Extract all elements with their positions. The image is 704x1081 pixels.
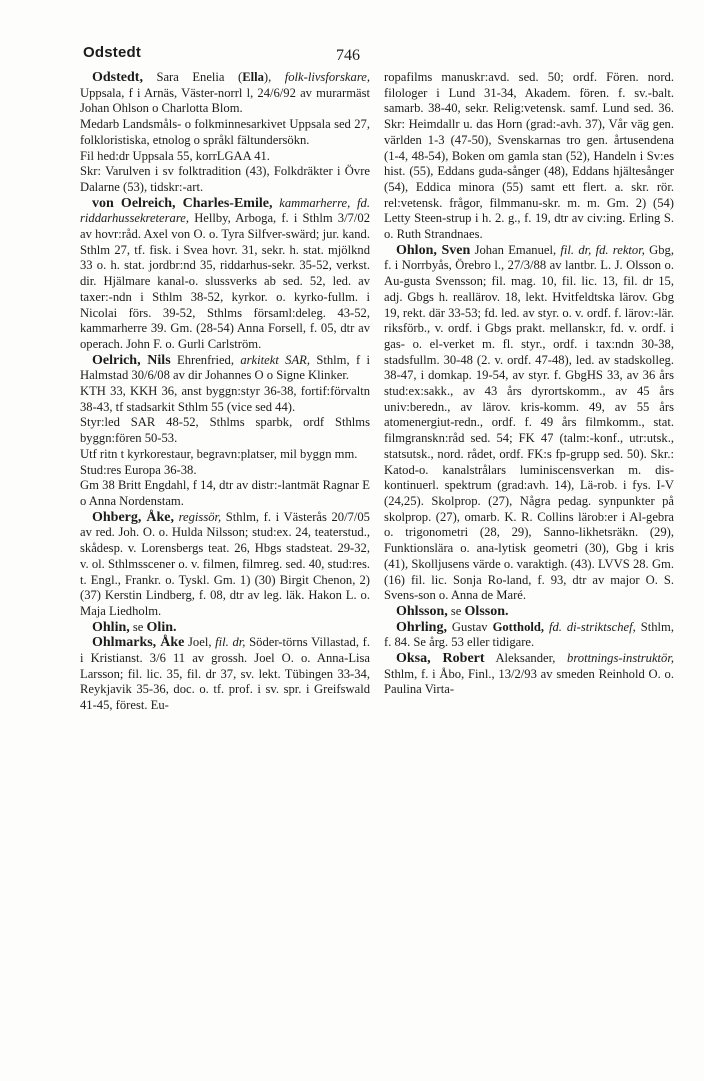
entry-ohrling-text: Sthlm, f. 84. Se årg. 53 eller tidigare. bbox=[384, 619, 674, 650]
entry-oelrich-line-5: Gm 38 Britt Engdahl, f 14, dtr av distr:-lantmät Ragnar E o Anna Nordenstam. bbox=[80, 478, 370, 508]
xref-ohlsson-text: se bbox=[447, 603, 465, 618]
entry-ohlon-title: fil. dr, fd. rektor, bbox=[560, 242, 645, 257]
entry-oelreich bbox=[80, 196, 370, 353]
entry-ohlon-surname: Ohlon, Sven bbox=[396, 242, 471, 258]
entry-ohberg-given: Åke, bbox=[141, 509, 174, 525]
entry-oelrich-line-1: KTH 33, KKH 36, anst byggn:styr 36-38, fortif:förvaltn 38-43, tf stadsarkit Sthlm 55 (vice sed 44). bbox=[80, 384, 370, 414]
entry-oksa-surname: Oksa, Robert bbox=[396, 651, 485, 667]
entry-ohberg bbox=[80, 510, 370, 620]
entry-ohlmarks bbox=[80, 635, 370, 714]
right-column bbox=[384, 70, 674, 698]
entry-odstedt-line-1: Medarb Landsmåls- o folkminnesarkivet Uppsala sed 27, folkloristiska, etnolog o språkl fältundersökn. bbox=[80, 117, 370, 147]
entry-oelrich-line-3: Utf ritn t kyrkorestaur, begravn:platser, mil byggn mm. bbox=[80, 446, 358, 461]
xref-ohlin-target: Olin. bbox=[146, 619, 177, 635]
entry-odstedt-title: folk-livsforskare, bbox=[284, 70, 370, 84]
xref-ohlin-text: se bbox=[129, 619, 147, 634]
entry-odstedt-call-name: Ella bbox=[242, 70, 264, 84]
xref-ohlin-surname: Ohlin, bbox=[92, 619, 130, 635]
entry-ohlon-text: Gbg, f. i Norrbyås, Örebro l., 27/3/88 av lantbr. L. J. Olsson o. Au-gusta Svensson; fil. mag. 10, fil. lic. 13, fil. dr 15, adj. Gbgs h. reallärov. 18, lekt. Hvitfeldtska lärov. Gbg 19, rekt. där 33-53; fd. led. av styr. o. v. ordf. f. lärov:-lär. riksförb., v. ordf. i Gbgs prakt. mellansk:r, fd. v. ordf. i gas- o. el-verket m. fl. styr., ordf. i tax:ndn 30-38, stadsfullm. 30-48 (2. v. ordf. 47-48), led. av stadskolleg. 38-47, i domkap. 19-54, av styr. f. GbgHS 33, av 36 års stud:ex:sakk., av 43 års dyrortskomm., av 45 års univ:beredn., av lärov. kris-komm. 49, av 55 års atomenergiut-redn., ordf. f. 49 års filmkomm., stat. filmgranskn:råd sed. 54; FK 47 (talm:-konf., utr:utsk., statsutsk., nord. rådet, ordf. FK:s fp-grupp sed. 50). Skr.: Katod-o. kanalstrålars luminiscensverkan m. dis-kontinuerl. spektrum (grad:avh. 14), Lä-rob. i fys. I-V (24,25). Skolprop. (27), Några pedag. synpunkter på skolprop. (27), omarb. K. R. Collins lärob:er i Al-gebra o. trigonometri (28, 29), Sanno-likhetsräkn. (29), Funktionslära o. ana-lytisk geometri (30), Gbg i kris (41), Skolljusens värde o. varaktigh. (43). LVVS 28. Gm. (16) fil. lic. Sonja Ro-land, f. 93, dtr av major O. S. Svens-son o. Anna de Maré. bbox=[384, 242, 674, 603]
entry-odstedt-line-2: Fil hed:dr Uppsala 55, korrLGAA 41. bbox=[80, 148, 270, 163]
entry-ohrling-surname: Ohrling, bbox=[396, 619, 447, 635]
entry-ohlmarks-surname: Ohlmarks, bbox=[92, 635, 157, 651]
xref-ohlsson bbox=[384, 604, 674, 620]
entry-oelrich bbox=[80, 353, 370, 384]
entry-oelrich-title: arkitekt SAR, bbox=[240, 352, 311, 367]
running-head: Odstedt bbox=[83, 44, 142, 61]
entry-oksa-text: Sthlm, f. i Åbo, Finl., 13/2/93 av smeden Reinhold O. o. Paulina Virta- bbox=[384, 666, 674, 697]
left-column bbox=[80, 70, 370, 714]
entry-ohlmarks-text: Söder-törns Villastad, f. i Kristianst. 3/6 11 av grossh. Joel O. o. Anna-Lisa Larsson; fil. lic. 35, fil. dr 37, sv. lekt. Tübingen 33-34, Reykjavik 35-36, doc. o. tf. prof. i sv. spr. i Greifswald 41-45, förest. Eu- bbox=[80, 635, 370, 713]
entry-odstedt-given: Sara Enelia ( bbox=[142, 70, 243, 84]
entry-oelrich-line-2: Styr:led SAR 48-52, Sthlms sparbk, ordf Sthlms byggn:fören 50-53. bbox=[80, 415, 370, 446]
entry-oelreich-text: Hellby, Arboga, f. i Sthlm 3/7/02 av hovr:råd. Axel von O. o. Tyra Silfver-swärd; jur. kand. Sthlm 27, tf. fisk. i Svea hovr. 31, sekr. h. stat. mjölknd 33 o. h. stat. jordbr:nd 35, riddarhus-sekr. 35-52, verkst. dir. Hjälmare kanal-o. slussverks ab sed. 52, led. av taxer:-ndn i Sthlm 38-52, kyrkor. o. kyrko-fullm. i Nicolai förs. 39-52, Sthlms församl:deleg. 43-52, kammarherre 39. Gm. (28-54) Anna Forsell, f. 05, dtr av operach. John F. o. Gurli Carlström. bbox=[80, 211, 370, 351]
page-number: 746 bbox=[336, 47, 360, 64]
entry-oelreich-surname: von Oelreich, Charles-Emile, bbox=[92, 195, 273, 211]
xref-ohlsson-surname: Ohlsson, bbox=[396, 603, 448, 619]
entry-odstedt-given-post: ), bbox=[263, 70, 285, 84]
entry-ohberg-surname: Ohberg, bbox=[92, 509, 142, 525]
xref-ohlin bbox=[80, 620, 370, 636]
entry-oelrich-given: Nils bbox=[140, 352, 171, 368]
entry-oksa bbox=[384, 651, 674, 698]
entry-oksa-title: brottnings-instruktör, bbox=[567, 651, 674, 666]
entry-ohlmarks-title: fil. dr, bbox=[215, 635, 246, 650]
entry-oelrich-surname: Oelrich, bbox=[92, 352, 141, 368]
entry-oelrich-line-4: Stud:res Europa 36-38. bbox=[80, 462, 197, 477]
entry-ohberg-title: regissör, bbox=[173, 509, 222, 524]
entry-ohrling bbox=[384, 620, 674, 651]
entry-odstedt-surname: Odstedt, bbox=[92, 70, 143, 85]
entry-ohrling-given-pre: Gustav bbox=[446, 619, 493, 634]
entry-odstedt-text: Uppsala, f i Arnäs, Väster-norrl l, 24/6/92 av murarmäst Johan Ohlson o Charlotta Blom. bbox=[80, 85, 370, 116]
entry-ohrling-title: fd. di-striktschef, bbox=[544, 619, 636, 634]
entry-oksa-given-post: Aleksander, bbox=[484, 651, 568, 666]
entry-oelrich-given-post: Ehrenfried, bbox=[170, 352, 241, 367]
entry-oelrich-text: Sthlm, f i Halmstad 30/6/08 av dir Johannes O o Signe Klinker. bbox=[80, 352, 370, 383]
entry-ohlmarks-continued: ropafilms manuskr:avd. sed. 50; ordf. Fören. nord. filologer i Lund 31-34, Akadem. fören. f. sv.-balt. samarb. 38-40, sekr. Relig:vetensk. samf. Lund sed. 36. Skr: Heimdallr u. das Horn (grad:-avh. 37), Vår väg gen. världen 1-3 (47-50), Svenskarnas tro gen. årtusendena (1-4, 48-54), Boken om gamla stan (52), Handeln i Sv:es hist. (55), Eddans guda-sånger (48), Eddans hjältesånger (54), Eddica minora (55) samt ett flert. a. skr. rör. rel:vetensk. frågor, filmmanu-skr. m. m. Gm. 2) (54) Letty Steen-strup i h. 2. g., f. 19, dtr av civ:ing. Erling S. o. Ruth Strandnaes. bbox=[384, 70, 674, 242]
entry-ohlmarks-given-post: Joel, bbox=[184, 635, 216, 650]
entry-ohlon bbox=[384, 243, 674, 604]
entry-ohberg-text: Sthlm, f. i Västerås 20/7/05 av red. Joh. O. o. Hulda Nilsson; stud:ex. 24, teaterstud., skådesp. v. Lorensbergs teat. 26, Hbgs stadsteat. 29-32, v. ol. Sthlmsscener o. v. filmen, filmreg. sed. 40, stud:res. t. Engl., Frankr. o. Tyskl. Gm. 1) (30) Birgit Chenon, 2) (37) Kerstin Lindberg, f. 08, dtr av leg. läk. Hakon L. o. Maja Liedholm. bbox=[80, 509, 370, 618]
entry-ohrling-call-name: Gotthold, bbox=[492, 619, 545, 634]
entry-odstedt bbox=[80, 70, 370, 117]
entry-ohlmarks-given: Åke bbox=[156, 635, 185, 651]
entry-ohlon-given-post: Johan Emanuel, bbox=[470, 242, 561, 257]
entry-oelreich-title: kammarherre, fd. riddarhussekreterare, bbox=[80, 195, 370, 226]
entry-odstedt-line-3: Skr: Varulven i sv folktradition (43), Folkdräkter i Övre Dalarne (53), tidskr:-art. bbox=[80, 164, 370, 194]
xref-ohlsson-target: Olsson. bbox=[464, 603, 509, 619]
